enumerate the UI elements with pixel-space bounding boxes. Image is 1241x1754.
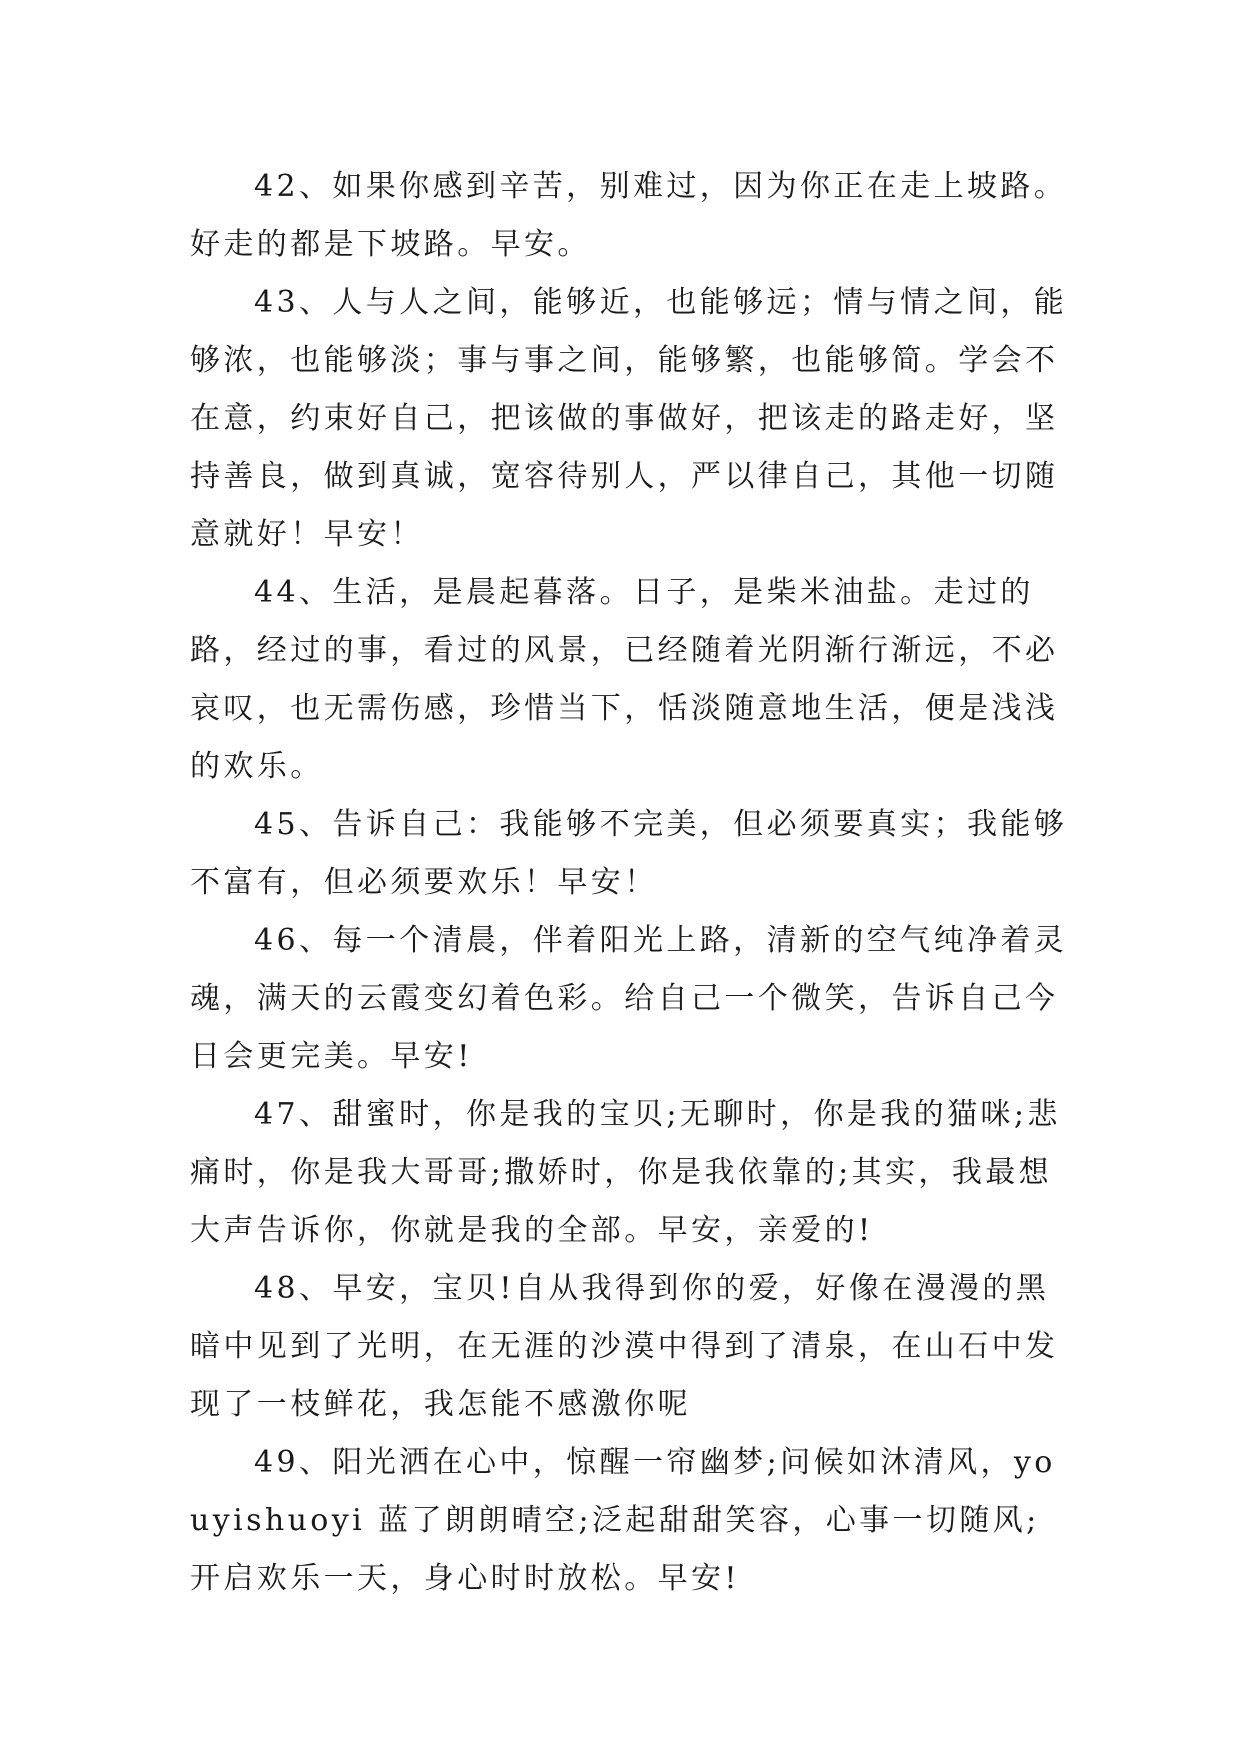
document-body <box>190 158 1070 1608</box>
paragraph-42: 42、如果你感到辛苦，别难过，因为你正在走上坡路。好走的都是下坡路。早安。 <box>190 169 1068 262</box>
paragraph-45: 45、告诉自己：我能够不完美，但必须要真实；我能够不富有，但必须要欢乐！早安！ <box>190 807 1068 900</box>
paragraph-49: 49、阳光洒在心中，惊醒一帘幽梦;问候如沐清风，youyishuoyi 蓝了朗朗晴空;泛起甜甜笑容，心事一切随风;开启欢乐一天，身心时时放松。早安! <box>190 1445 1056 1596</box>
paragraph-43: 43、人与人之间，能够近，也能够远；情与情之间，能够浓，也能够淡；事与事之间，能够繁，也能够简。学会不在意，约束好自己，把该做的事做好，把该走的路走好，坚持善良，做到真诚，宽容待别人，严以律自己，其他一切随意就好！早安！ <box>190 285 1068 552</box>
paragraph-46: 46、每一个清晨，伴着阳光上路，清新的空气纯净着灵魂，满天的云霞变幻着色彩。给自己一个微笑，告诉自己今日会更完美。早安! <box>190 923 1068 1074</box>
paragraph-47: 47、甜蜜时，你是我的宝贝;无聊时，你是我的猫咪;悲痛时，你是我大哥哥;撒娇时，你是我依靠的;其实，我最想大声告诉你，你就是我的全部。早安，亲爱的! <box>190 1097 1061 1248</box>
paragraph-48: 48、早安，宝贝!自从我得到你的爱，好像在漫漫的黑暗中见到了光明，在无涯的沙漠中得到了清泉，在山石中发现了一枝鲜花，我怎能不感激你呢 <box>190 1271 1059 1422</box>
paragraph-44: 44、生活，是晨起暮落。日子，是柴米油盐。走过的路，经过的事，看过的风景，已经随着光阴渐行渐远，不必哀叹，也无需伤感，珍惜当下，恬淡随意地生活，便是浅浅的欢乐。 <box>190 575 1059 784</box>
